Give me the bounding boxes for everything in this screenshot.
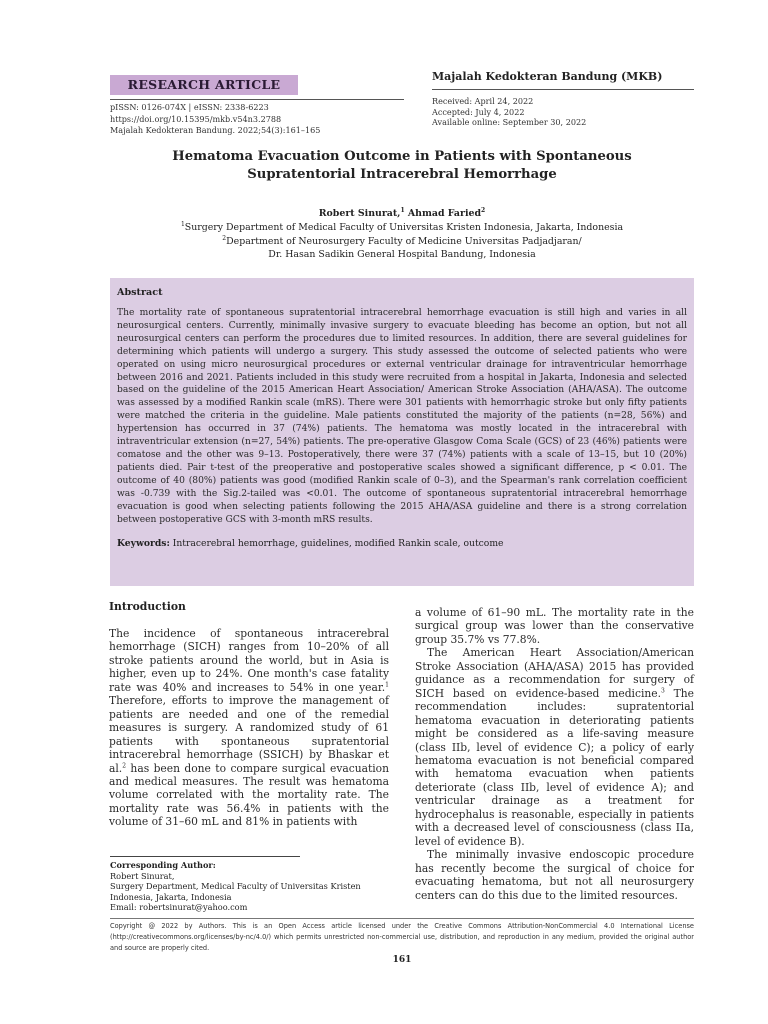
introduction-heading: Introduction [109,600,186,613]
citation-mark: 3 [660,687,665,695]
corresponding-author [110,860,361,913]
received-date: Received: April 24, 2022 [432,96,534,106]
article-dates [432,96,586,128]
title-line-2: Supratentorial Intracerebral Hemorrhage [247,166,557,182]
copyright-notice: Copyright @ 2022 by Authors. This is an Open Access article licensed under the Creative Commons Attribution-NonCommercial 4.0 International License (http://creativecommons.org/licenses/by-nc/4.0/) which permits unrestricted non-commercial use, distribution, and reproduction in any medium, provided the original author and source are properly cited. [110,922,694,952]
corresponding-name: Robert Sinurat, [110,870,175,881]
abstract-box [110,278,694,586]
abstract-heading: Abstract [117,287,163,298]
keywords-list: Intracerebral hemorrhage, guidelines, modified Rankin scale, outcome [169,538,504,550]
abstract-text: The mortality rate of spontaneous supratentorial intracerebral hemorrhage evacuation is still high and varies in all neurosurgical centers. Currently, minimally invasive surgery to evacuate bleeding has become an option, but not all neurosurgical centers can perform the procedures due to limited resources. In addition, there are several guidelines for determining which patients will undergo a surgery. This study assessed the outcome of selected patients who were operated on using micro neurosurgical procedures or external ventricular drainage for intraventricular hemorrhage between 2016 and 2021. Patients included in this study were recruited from a hospital in Jakarta, Indonesia and selected based on the guideline of the 2015 American Heart Association/ American Stroke Association (AHA/ASA). The outcome was assessed by a modified Rankin scale (mRS). There were 301 patients with hemorrhagic stroke but only fifty patients were matched the criteria in the guideline. Male patients constituted the majority of the patients (n=28, 56%) and hypertension has occurred in 37 (74%) patients. The hematoma was mostly located in the intracerebral with intraventricular extension (n=27, 54%) patients. The pre-operative Glasgow Coma Scale (GCS) of 23 (46%) patients were comatose and the other was 9–13. Postoperatively, there were 37 (74%) patients with a scale of 13–15, but 10 (20%) patients died. Pair t-test of the preoperative and postoperative scales showed a significant difference, p < 0.01. The outcome of 40 (80%) patients was good (modified Rankin scale of 0–3), and the Spearman's rank correlation coefficient was -0.739 with the Sig.2-tailed was <0.01. The outcome of spontaneous supratentorial intracerebral hemorrhage evacuation is good when selecting patients following the 2015 AHA/ASA guideline and there is a strong correlation between postoperative GCS with 3-month mRS results. [117,308,687,525]
footer-divider [110,918,694,919]
right-column [415,606,694,902]
author-2-affil-mark: 2 [481,206,486,214]
journal-name: Majalah Kedokteran Bandung (MKB) [432,70,663,83]
article-title [110,148,694,183]
author-1-affil-mark: 1 [400,206,405,214]
header-divider-left [110,99,404,100]
page-number: 161 [392,955,412,965]
intro-paragraph-4: The minimally invasive endoscopic procedure has recently become the surgical of choice for evacuating hematoma, but not all neurosurgery centers can do this due to the limited resources. [415,848,694,902]
affiliation-1: $^1$Surgery Department of Medical Faculty of Universitas Kristen Indonesia, Jakarta, Indonesia [180,220,624,233]
available-date: Available online: September 30, 2022 [432,117,587,128]
doi-link[interactable]: https://doi.org/10.15395/mkb.v54n3.2788 [110,113,282,124]
header-divider-right [432,89,694,90]
title-line-1: Hematoma Evacuation Outcome in Patients with Spontaneous [172,149,632,164]
corresponding-dept: Surgery Department, Medical Faculty of Universitas Kristen [110,881,361,892]
corresponding-email[interactable]: Email: robertsinurat@yahoo.com [110,902,248,913]
intro-paragraph-1: The incidence of spontaneous intracerebral hemorrhage (SICH) ranges from 10–20% of all stroke patients around the world, but in Asia is higher, even up to 24%. One month's case fatality rate was 40% and increases to 54% in one year.$^1$ Therefore, efforts to improve the management of patients are needed and one of the remedial measures is surgery. A randomized study of 61 patients with spontaneous supratentorial intracerebral hemorrhage (SSICH) by Bhaskar et al.$^2$ has been done to compare surgical evacuation and medical measures. The result was hematoma volume correlated with the mortality rate. The mortality rate was 56.4% in patients with the volume of 31–60 mL and 81% in patients with [109,627,389,829]
corresponding-label: Corresponding Author: [110,860,216,870]
keywords-label: Keywords: [117,538,170,550]
author-1: Robert Sinurat, [318,208,401,219]
intro-paragraph-2: a volume of 61–90 mL. The mortality rate in the surgical group was lower than the conservative group 35.7% vs 77.8%. [415,606,694,646]
author-2: Ahmad Faried [404,208,482,219]
keywords [117,538,687,549]
affiliation-2: $^2$Department of Neurosurgery Faculty of Medicine Universitas Padjadjaran/ [222,234,582,247]
affiliation-3: Dr. Hasan Sadikin General Hospital Bandung, Indonesia [268,249,536,261]
affiliations [110,221,694,262]
citation-mark: 1 [385,681,389,689]
corresponding-location: Indonesia, Jakarta, Indonesia [110,891,232,902]
author-list [110,208,694,219]
publication-meta [110,102,320,137]
citation-mark: 2 [122,761,127,769]
footnote-divider [110,856,300,857]
accepted-date: Accepted: July 4, 2022 [432,106,525,117]
issn-text: pISSN: 0126-074X | eISSN: 2338-6223 [110,102,269,112]
intro-paragraph-3: The American Heart Association/American Stroke Association (AHA/ASA) 2015 has provided guidance as a recommendation for surgery of SICH based on evidence-based medicine.$^3$ The recommendation includes: supratentorial hematoma evacuation in deteriorating patients might be considered as a life-saving measure (class IIb, level of evidence C); a policy of early hematoma evacuation is not beneficial compared with hematoma evacuation when patients deteriorate (class IIb, level of evidence A); and ventricular drainage as a treatment for hydrocephalus is reasonable, especially in patients with a decreased level of consciousness (class IIa, level of evidence B). [415,646,695,848]
left-column [109,600,389,829]
research-article-badge: RESEARCH ARTICLE [110,75,298,95]
citation-text: Majalah Kedokteran Bandung. 2022;54(3):161–165 [110,125,321,136]
